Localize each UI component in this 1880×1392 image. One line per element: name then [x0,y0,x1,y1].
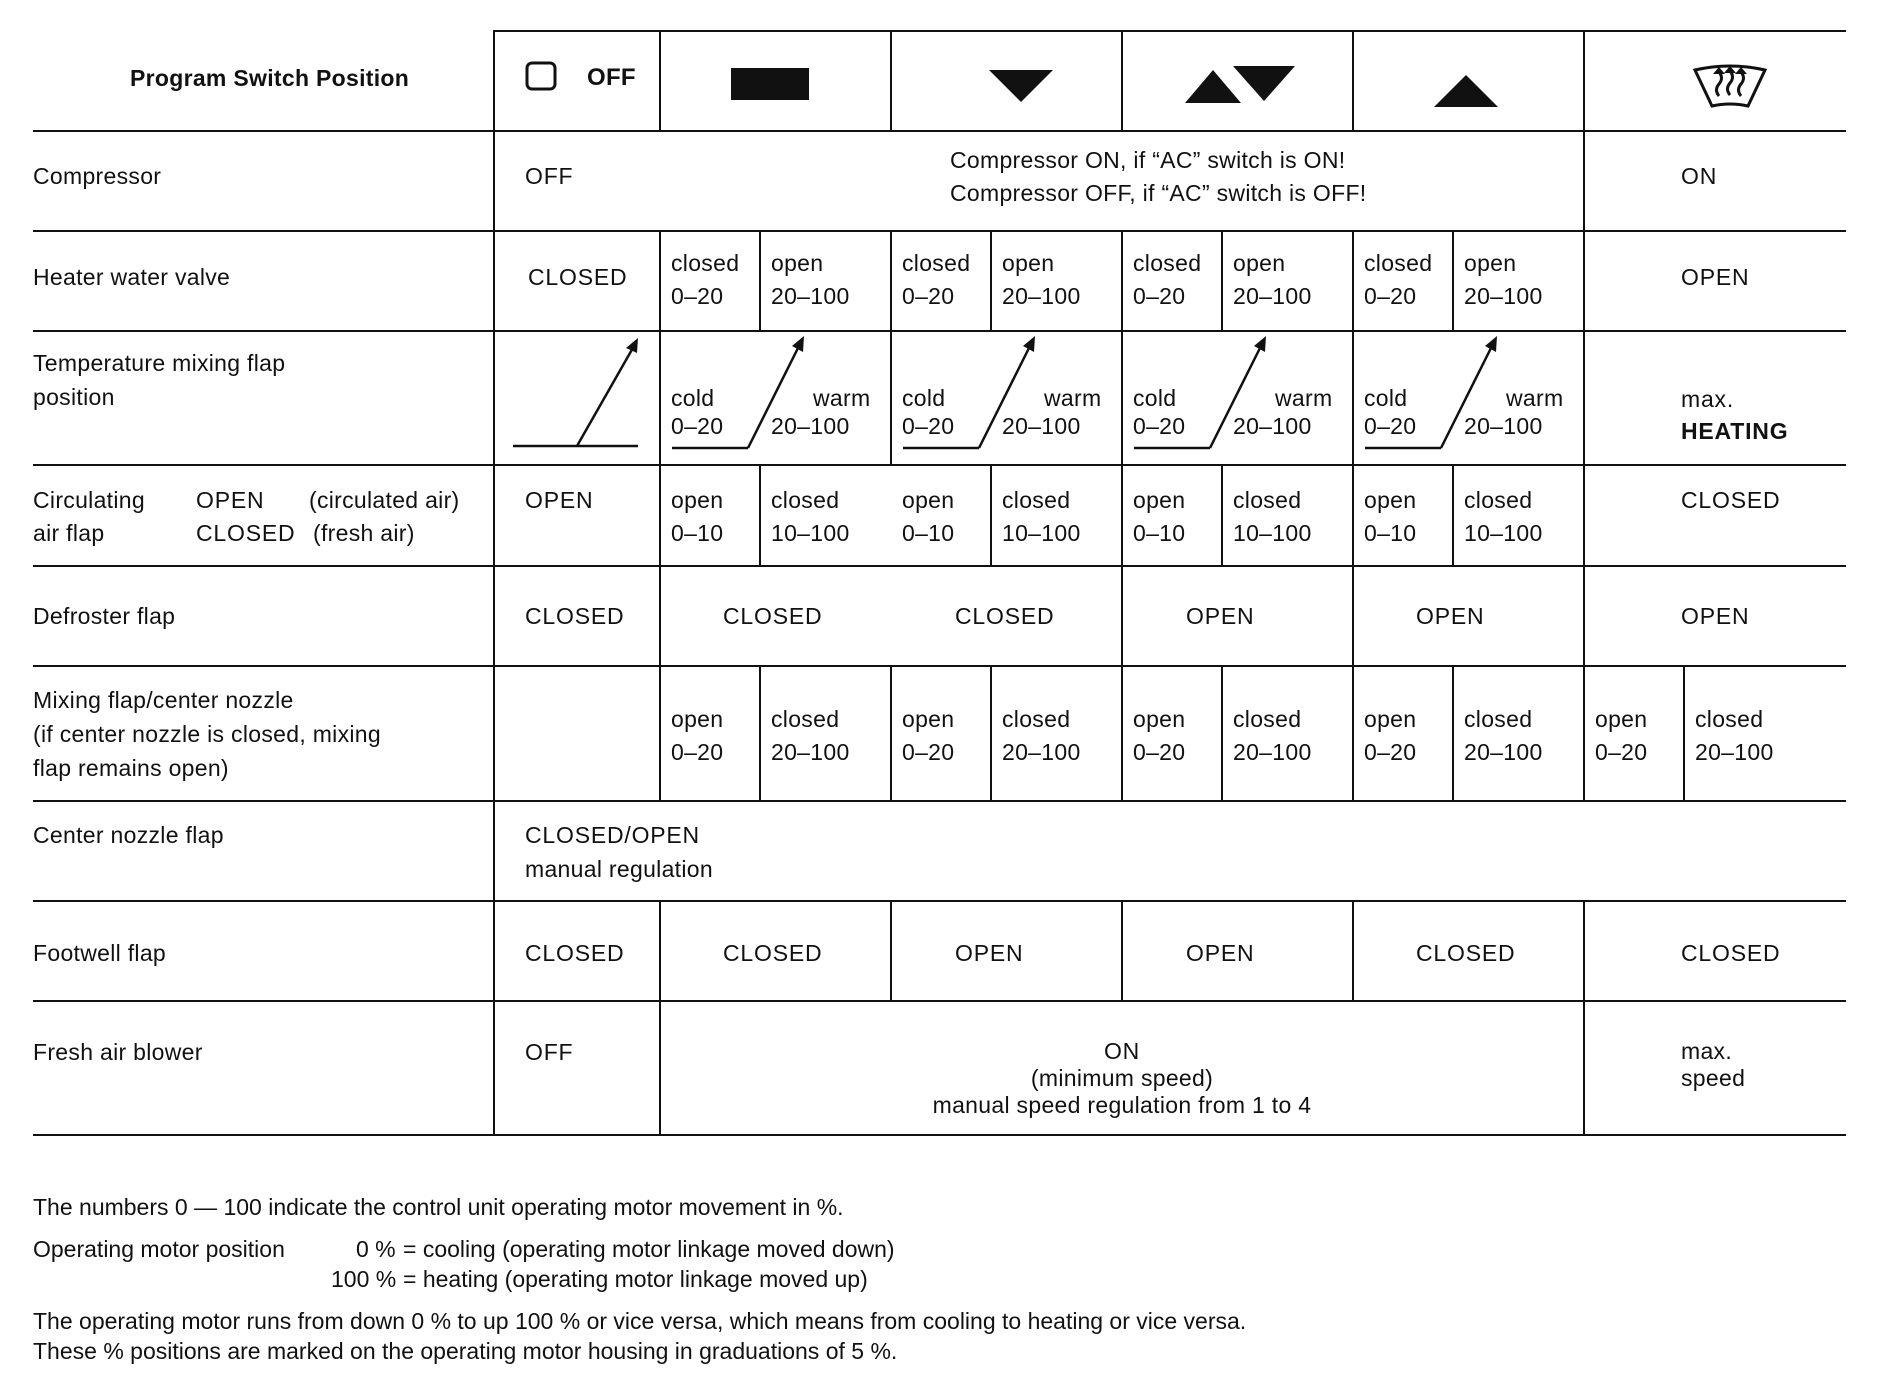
circ-defrost-value: CLOSED [1681,487,1781,513]
heater-valve-closed-range: 0–20 [671,283,724,309]
circ-flap-open-range: 0–10 [1364,520,1417,546]
row-divider [33,900,1846,902]
column-divider [493,30,495,1135]
blower-min-speed: (minimum speed) [1030,1065,1214,1091]
heater-valve-closed-range: 0–20 [902,283,955,309]
circ-closed-note: (fresh air) [313,520,415,546]
row-divider [33,230,1846,232]
temp-flap-warm-word: warm [1044,385,1102,411]
center-nozzle-note: manual regulation [525,856,713,882]
blower-manual-regulation: manual speed regulation from 1 to 4 [932,1092,1312,1118]
compressor-off-note: Compressor OFF, if “AC” switch is OFF! [950,180,1367,206]
footnote-motor-runs: The operating motor runs from down 0 % to up 100 % or vice versa, which means from cooling to heating or vice versa. [33,1308,1247,1334]
mixing-nozzle-open-range: 0–20 [671,739,724,765]
mixing-nozzle-open-word: open [671,706,724,732]
circ-flap-closed-word: closed [771,487,840,513]
subcell-divider [759,230,761,331]
program-switch-header: Program Switch Position [130,65,410,91]
subcell-divider [759,665,761,801]
temp-flap-cold-range: 0–20 [902,413,955,439]
blower-on-value: ON [1103,1038,1141,1064]
temp-flap-cold-range: 0–20 [671,413,724,439]
circ-flap-open-word: open [671,487,724,513]
circ-open-note: (circulated air) [309,487,460,513]
row-label-center-nozzle: Center nozzle flap [33,822,224,848]
mixing-nozzle-open-word: open [1133,706,1186,732]
temp-flap-cold-word: cold [902,385,946,411]
mixing-nozzle-defrost-closed-word: closed [1695,706,1764,732]
footwell-flap-value-pos1: CLOSED [723,940,823,966]
heater-valve-closed-word: closed [902,250,971,276]
mixing-nozzle-closed-word: closed [1002,706,1071,732]
mixing-nozzle-closed-range: 20–100 [1233,739,1312,765]
row-label-compressor: Compressor [33,163,162,189]
heater-valve-open-word: open [771,250,824,276]
column-divider [1121,230,1123,801]
column-divider [1583,30,1585,801]
row-label-mixing-nozzle-line2: (if center nozzle is closed, mixing [33,721,381,747]
compressor-defrost-value: ON [1681,163,1718,189]
temp-flap-off-diagram [510,338,640,450]
arrow-down-icon [989,70,1053,102]
circ-flap-open-word: open [1133,487,1186,513]
defroster-flap-value-defrost: OPEN [1681,603,1750,629]
footwell-flap-value-defrost: CLOSED [1681,940,1781,966]
footnote-graduations: These % positions are marked on the operating motor housing in graduations of 5 %. [33,1338,898,1364]
mixing-nozzle-closed-range: 20–100 [1002,739,1081,765]
column-divider [1352,900,1354,1001]
column-divider [1352,230,1354,801]
heater-valve-open-range: 20–100 [771,283,850,309]
column-divider [890,30,892,131]
temp-flap-arrow-icon [895,336,1035,456]
heater-valve-open-range: 20–100 [1233,283,1312,309]
heater-valve-open-range: 20–100 [1464,283,1543,309]
row-label-mixing-nozzle-line1: Mixing flap/center nozzle [33,687,294,713]
temp-flap-warm-range: 20–100 [1002,413,1081,439]
defroster-flap-value-pos4: OPEN [1416,603,1485,629]
table-top-border [493,30,1846,32]
circ-flap-closed-word: closed [1464,487,1533,513]
circ-closed-word: CLOSED [196,520,296,546]
mixing-nozzle-open-word: open [902,706,955,732]
row-divider [33,130,1846,132]
circ-flap-open-word: open [1364,487,1417,513]
heater-valve-open-word: open [1464,250,1517,276]
footnote-motor-position-label: Operating motor position [33,1236,285,1262]
mixing-nozzle-open-word: open [1364,706,1417,732]
mixing-nozzle-closed-word: closed [1233,706,1302,732]
circ-open-word: OPEN [196,487,265,513]
mixing-nozzle-closed-range: 20–100 [771,739,850,765]
column-divider [890,665,892,801]
center-nozzle-value: CLOSED/OPEN [525,822,700,848]
row-divider [33,665,1846,667]
subcell-divider [1683,665,1685,801]
row-divider [33,800,1846,802]
blower-defrost-line2: speed [1681,1065,1746,1091]
circ-flap-open-range: 0–10 [671,520,724,546]
subcell-divider [1221,230,1223,331]
temp-flap-warm-range: 20–100 [771,413,850,439]
row-label-footwell-flap: Footwell flap [33,940,167,966]
heater-valve-open-word: open [1002,250,1055,276]
circ-flap-closed-range: 10–100 [1464,520,1543,546]
subcell-divider [1452,665,1454,801]
off-position-label: OFF [587,64,636,91]
row-divider [33,565,1846,567]
blower-defrost-line1: max. [1681,1038,1733,1064]
subcell-divider [1221,665,1223,801]
row-label-mixing-nozzle-line3: flap remains open) [33,755,229,781]
mixing-nozzle-defrost-open-word: open [1595,706,1648,732]
circ-flap-open-range: 0–10 [902,520,955,546]
temp-flap-warm-word: warm [813,385,871,411]
footnote-heating-percent: 100 % [331,1266,397,1292]
defroster-flap-value-off: CLOSED [525,603,625,629]
temp-flap-cold-word: cold [671,385,715,411]
heater-valve-defrost-value: OPEN [1681,264,1750,290]
mixing-nozzle-closed-range: 20–100 [1464,739,1543,765]
heater-valve-open-word: open [1233,250,1286,276]
arrow-up-down-icon [1185,66,1295,103]
column-divider [890,900,892,1001]
defroster-flap-value-pos3: OPEN [1186,603,1255,629]
footnote-cooling-percent: 0 % [356,1236,396,1262]
circ-flap-closed-range: 10–100 [1002,520,1081,546]
compressor-on-note: Compressor ON, if “AC” switch is ON! [950,147,1346,173]
temp-flap-cold-range: 0–20 [1133,413,1186,439]
defrost-windshield-icon [1692,62,1768,110]
temp-flap-arrow-icon [1357,336,1497,456]
subcell-divider [759,464,761,565]
circ-flap-open-word: open [902,487,955,513]
temp-flap-warm-range: 20–100 [1233,413,1312,439]
subcell-divider [990,464,992,565]
row-divider [33,330,1846,332]
temp-flap-arrow-icon [1126,336,1266,456]
defroster-flap-value-pos2: CLOSED [955,603,1055,629]
circ-flap-open-range: 0–10 [1133,520,1186,546]
row-label-heater-water-valve: Heater water valve [33,264,231,290]
blower-off-value: OFF [525,1039,574,1065]
temp-flap-warm-word: warm [1275,385,1333,411]
temp-flap-cold-word: cold [1364,385,1408,411]
column-divider [659,230,661,801]
subcell-divider [1452,464,1454,565]
off-square-icon [525,61,557,91]
column-divider [1121,900,1123,1001]
heater-valve-closed-word: closed [671,250,740,276]
footnote-cooling-text: = cooling (operating motor linkage moved down) [403,1236,895,1262]
footnote-percent-meaning: The numbers 0 — 100 indicate the control unit operating motor movement in %. [33,1194,844,1220]
circ-flap-closed-word: closed [1002,487,1071,513]
temp-flap-defrost-line1: max. [1681,386,1735,412]
circ-flap-closed-word: closed [1233,487,1302,513]
column-divider [890,230,892,465]
subcell-divider [990,230,992,331]
row-label-temp-flap-line1: Temperature mixing flap [33,350,286,376]
heater-valve-closed-word: closed [1133,250,1202,276]
temp-flap-warm-word: warm [1506,385,1564,411]
mixing-nozzle-defrost-open-range: 0–20 [1595,739,1648,765]
row-label-circulating-line1: Circulating [33,487,145,513]
subcell-divider [990,665,992,801]
footnote-heating-text: = heating (operating motor linkage moved up) [403,1266,868,1292]
dash-bar-icon [731,68,809,100]
mixing-nozzle-open-range: 0–20 [1133,739,1186,765]
heater-valve-closed-range: 0–20 [1364,283,1417,309]
subcell-divider [1452,230,1454,331]
mixing-nozzle-open-range: 0–20 [902,739,955,765]
heater-valve-closed-word: closed [1364,250,1433,276]
column-divider [659,900,661,1135]
row-divider [33,464,1846,466]
mixing-nozzle-closed-word: closed [1464,706,1533,732]
temp-flap-defrost-line2: HEATING [1681,418,1789,444]
circ-flap-closed-range: 10–100 [1233,520,1312,546]
mixing-nozzle-closed-word: closed [771,706,840,732]
heater-valve-off-value: CLOSED [528,264,628,290]
footwell-flap-value-pos4: CLOSED [1416,940,1516,966]
mixing-nozzle-defrost-closed-range: 20–100 [1695,739,1774,765]
row-label-defroster-flap: Defroster flap [33,603,176,629]
temp-flap-warm-range: 20–100 [1464,413,1543,439]
circ-off-value: OPEN [525,487,594,513]
column-divider [1352,30,1354,131]
mixing-nozzle-open-range: 0–20 [1364,739,1417,765]
temp-flap-cold-word: cold [1133,385,1177,411]
footwell-flap-value-off: CLOSED [525,940,625,966]
heater-valve-open-range: 20–100 [1002,283,1081,309]
footwell-flap-value-pos3: OPEN [1186,940,1255,966]
temp-flap-arrow-icon [664,336,804,456]
heater-valve-closed-range: 0–20 [1133,283,1186,309]
row-label-fresh-air-blower: Fresh air blower [33,1039,203,1065]
row-divider [33,1000,1846,1002]
footwell-flap-value-pos2: OPEN [955,940,1024,966]
column-divider [659,30,661,131]
defroster-flap-value-pos1: CLOSED [723,603,823,629]
compressor-off-value: OFF [525,163,574,189]
circ-flap-closed-range: 10–100 [771,520,850,546]
column-divider [1121,30,1123,131]
row-label-temp-flap-line2: position [33,384,115,410]
arrow-up-icon [1434,75,1498,107]
row-label-circulating-line2: air flap [33,520,105,546]
temp-flap-cold-range: 0–20 [1364,413,1417,439]
table-bottom-border [33,1134,1846,1136]
subcell-divider [1221,464,1223,565]
column-divider [1583,900,1585,1135]
